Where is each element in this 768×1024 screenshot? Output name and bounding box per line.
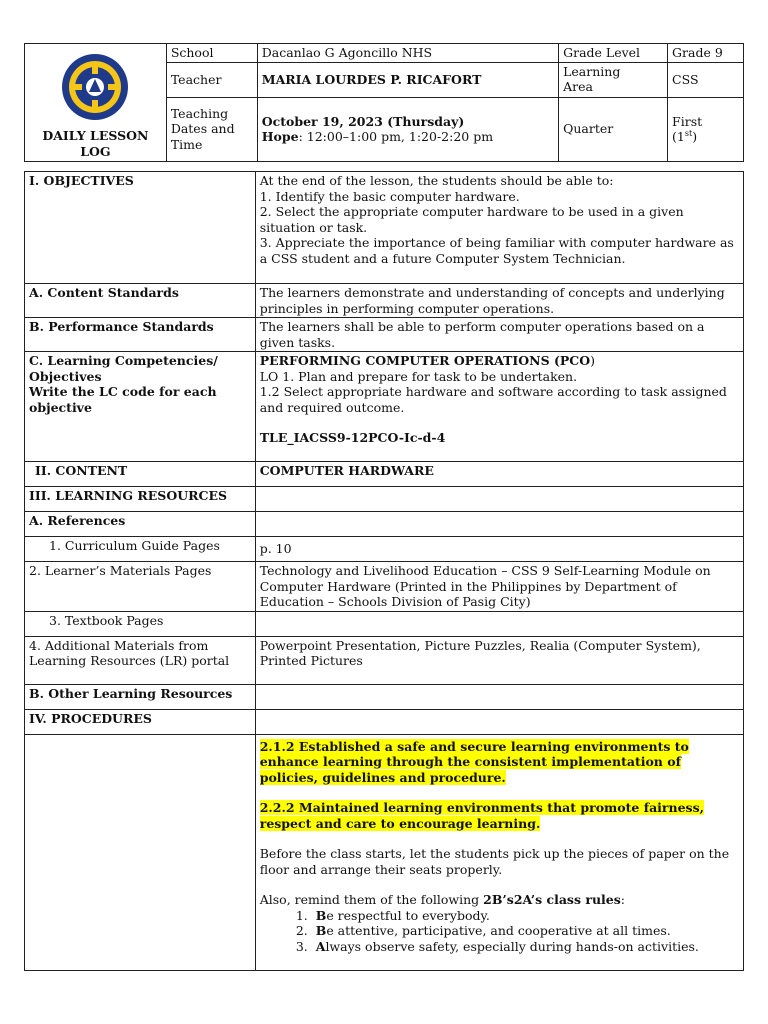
performance-standards-text: The learners shall be able to perform computer operations based on a given tasks.: [255, 318, 743, 352]
school-seal-logo: [60, 52, 130, 122]
procedure-para-2: Also, remind them of the following 2B’s2A’s class rules:: [259, 892, 625, 907]
list-item: 2. Be attentive, participative, and cooperative at all times.: [312, 923, 739, 939]
lm-label: 2. Learner’s Materials Pages: [25, 562, 256, 612]
teacher-value: MARIA LOURDES P. RICAFORT: [257, 62, 558, 97]
procedures-header-value: [255, 709, 743, 734]
performance-standards-label: B. Performance Standards: [25, 318, 256, 352]
objectives-label: I. OBJECTIVES: [25, 172, 256, 284]
resources-label: III. LEARNING RESOURCES: [25, 487, 256, 512]
am-value: Powerpoint Presentation, Picture Puzzles, Realia (Computer System), Printed Pictures: [255, 636, 743, 684]
grade-value: Grade 9: [668, 44, 744, 63]
teacher-label: Teacher: [166, 62, 257, 97]
lesson-table: [24, 171, 744, 971]
content-value: COMPUTER HARDWARE: [255, 462, 743, 487]
other-resources-value: [255, 684, 743, 709]
hope-line: Hope: 12:00–1:00 pm, 1:20-2:20 pm: [261, 129, 494, 145]
tb-value: [255, 611, 743, 636]
content-standards-label: A. Content Standards: [25, 284, 256, 318]
school-value: Dacanlao G Agoncillo NHS: [257, 44, 558, 63]
content-label: II. CONTENT: [25, 462, 256, 487]
dll-title: DAILY LESSON LOG: [42, 127, 149, 159]
list-item: 1. Be respectful to everybody.: [312, 908, 739, 924]
logo-title-cell: [25, 44, 167, 162]
competencies-text: PERFORMING COMPUTER OPERATIONS (PCO) LO 1. Plan and prepare for task to be undertaken. 1.2 Select appropriate hardware and software according to task assigned and required outcome. TLE_IACSS9-12PCO-Ic-d-4: [255, 352, 743, 462]
procedures-label: IV. PROCEDURES: [25, 709, 256, 734]
dates-label: Teaching Dates and Time: [166, 97, 257, 161]
list-item: 3. Always observe safety, especially during hands-on activities.: [312, 939, 739, 955]
quarter-label: Quarter: [559, 97, 668, 161]
references-value: [255, 512, 743, 537]
area-value: CSS: [668, 62, 744, 97]
quarter-value: First (1st): [668, 97, 744, 161]
header-table: [24, 43, 744, 162]
other-resources-label: B. Other Learning Resources: [25, 684, 256, 709]
objectives-text: At the end of the lesson, the students should be able to: 1. Identify the basic computer hardware. 2. Select the appropriate computer hardware to be used in a given situation or task. 3. Appreciate the importance of being familiar with computer hardware as a CSS student and a future Computer System Technician.: [255, 172, 743, 284]
school-label: School: [166, 44, 257, 63]
cg-value: p. 10: [255, 537, 743, 562]
am-label: 4. Additional Materials from Learning Resources (LR) portal: [25, 636, 256, 684]
procedures-text: [255, 734, 743, 970]
class-rules-list: [260, 908, 739, 955]
references-label: A. References: [25, 512, 256, 537]
lm-value: Technology and Livelihood Education – CSS 9 Self-Learning Module on Computer Hardware (Printed in the Philippines by Department of Education – Schools Division of Pasig City): [255, 562, 743, 612]
competencies-label: C. Learning Competencies/ Objectives Write the LC code for each objective: [25, 352, 256, 462]
procedures-left: [25, 734, 256, 970]
highlight-212: 2.1.2 Established a safe and secure learning environments to enhance learning through the consistent implementation of policies, guidelines and procedure.: [259, 738, 689, 785]
highlight-222: 2.2.2 Maintained learning environments that promote fairness, respect and care to encourage learning.: [259, 800, 704, 831]
area-label: Learning Area: [559, 62, 668, 97]
tb-label: 3. Textbook Pages: [25, 611, 256, 636]
resources-value: [255, 487, 743, 512]
procedure-para-1: Before the class starts, let the students pick up the pieces of paper on the floor and arrange their seats properly.: [259, 846, 730, 877]
cg-label: 1. Curriculum Guide Pages: [25, 537, 256, 562]
date-text: October 19, 2023 (Thursday): [261, 113, 465, 129]
dates-value: [257, 97, 558, 161]
grade-label: Grade Level: [559, 44, 668, 63]
content-standards-text: The learners demonstrate and understanding of concepts and underlying principles in performing computer operations.: [255, 284, 743, 318]
lc-code: TLE_IACSS9-12PCO-Ic-d-4: [259, 430, 446, 445]
